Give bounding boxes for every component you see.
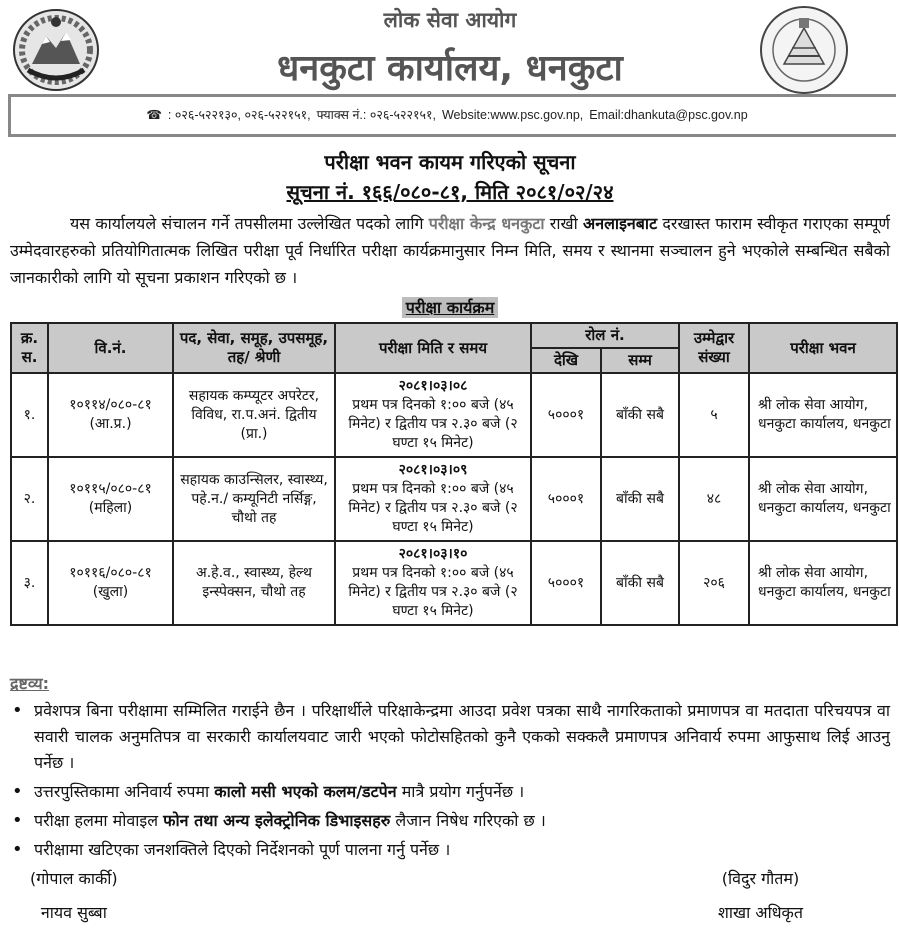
letterhead bbox=[0, 0, 900, 140]
signatory-name: (गोपाल कार्की) bbox=[30, 869, 118, 888]
signature-right bbox=[718, 862, 803, 930]
phone-icon: ☎ bbox=[146, 108, 162, 122]
email: Email:dhankuta@psc.gov.np bbox=[589, 108, 748, 122]
cell-roll-from: ५०००१ bbox=[531, 373, 601, 457]
notice-number: सूचना नं. १६६/०८०-८१, मिति २०८१/०२/२४ bbox=[286, 180, 614, 204]
cell-candidates: २०६ bbox=[679, 541, 749, 625]
cell-sn: १. bbox=[11, 373, 48, 457]
col-sn: क्र. स. bbox=[11, 323, 48, 373]
cell-exam-datetime: २०८१।०३।०९ प्रथम पत्र दिनको १:०० बजे (४५ मिनेट) र द्वितीय पत्र २.३० बजे (२ घण्टा १५ मिनेट) bbox=[335, 457, 531, 541]
cell-roll-to: बाँकी सबै bbox=[601, 457, 679, 541]
header-rule-top bbox=[8, 94, 896, 97]
cell-post: अ.हे.व., स्वास्थ्य, हेल्थ इन्स्पेक्सन, चौथो तह bbox=[173, 541, 335, 625]
signatory-name: (विदुर गौतम) bbox=[721, 869, 800, 888]
notice-paragraph: यस कार्यालयले संचालन गर्ने तपसीलमा उल्लेखित पदको लागि परीक्षा केन्द्र धनकुटा राखी अनलाइनबाट दरखास्त फाराम स्वीकृत गराएका सम्पूर्ण उम्मेदवारहरुको प्रतियोगितात्मक लिखित परीक्षा पूर्व निर्धारित परीक्षा कार्यक्रमानुसार निम्न मिति, समय र स्थानमा सञ्चालन हुने भएकोले सम्बन्धित सबैको जानकारीको लागि यो सूचना प्रकाशन गरिएको छ । bbox=[10, 214, 890, 287]
col-adv-no: वि.नं. bbox=[48, 323, 173, 373]
cell-sn: २. bbox=[11, 457, 48, 541]
cell-roll-from: ५०००१ bbox=[531, 541, 601, 625]
cell-exam-center: श्री लोक सेवा आयोग, धनकुटा कार्यालय, धनकुटा bbox=[749, 373, 897, 457]
cell-adv-no: १०११५/०८०-८१ (महिला) bbox=[48, 457, 173, 541]
col-candidates: उम्मेद्वार संख्या bbox=[679, 323, 749, 373]
col-roll-from: देखि bbox=[531, 348, 601, 373]
online-highlight: अनलाइनबाट bbox=[582, 214, 658, 233]
cell-roll-to: बाँकी सबै bbox=[601, 373, 679, 457]
signature-left bbox=[30, 862, 118, 930]
notice-title: परीक्षा भवन कायम गरिएको सूचना bbox=[324, 150, 576, 174]
cell-post: सहायक कम्प्यूटर अपरेटर, विविध, रा.प.अनं. द्वितीय (प्रा.) bbox=[173, 373, 335, 457]
cell-exam-center: श्री लोक सेवा आयोग, धनकुटा कार्यालय, धनकुटा bbox=[749, 541, 897, 625]
cell-post: सहायक काउन्सिलर, स्वास्थ्य, पहे.न./ कम्यूनिटी नर्सिङ्ग, चौथो तह bbox=[173, 457, 335, 541]
col-post: पद, सेवा, समूह, उपसमूह, तह/ श्रेणी bbox=[173, 323, 335, 373]
office-name: धनकुटा कार्यालय, धनकुटा bbox=[277, 48, 623, 89]
table-row bbox=[11, 373, 897, 457]
fax-number: फ्याक्स नं.: ०२६-५२२१५१, bbox=[316, 108, 436, 122]
list-item: • उत्तरपुस्तिकामा अनिवार्य रुपमा कालो मसी भएको कलम/डटपेन मात्रै प्रयोग गर्नुपर्नेछ । bbox=[8, 779, 890, 805]
list-item: • परीक्षा हलमा मोवाइल फोन तथा अन्य इलेक्ट्रोनिक डिभाइसहरु लैजान निषेध गरिएको छ । bbox=[8, 808, 890, 834]
phone-numbers: : ०२६-५२२१३०, ०२६-५२२१५१, bbox=[167, 108, 311, 122]
notes-heading: द्रष्टव्य: bbox=[10, 674, 49, 693]
cell-exam-datetime: २०८१।०३।०८ प्रथम पत्र दिनको १:०० बजे (४५ मिनेट) र द्वितीय पत्र २.३० बजे (२ घण्टा १५ मिनेट) bbox=[335, 373, 531, 457]
col-roll-no: रोल नं. bbox=[531, 323, 679, 348]
contact-line bbox=[0, 106, 900, 123]
col-exam-center: परीक्षा भवन bbox=[749, 323, 897, 373]
cell-candidates: ४८ bbox=[679, 457, 749, 541]
website: Website:www.psc.gov.np, bbox=[441, 108, 584, 122]
cell-adv-no: १०११६/०८०-८१ (खुला) bbox=[48, 541, 173, 625]
schedule-heading-wrap bbox=[0, 296, 900, 318]
table-row bbox=[11, 457, 897, 541]
col-exam-datetime: परीक्षा मिति र समय bbox=[335, 323, 531, 373]
signatory-title: शाखा अधिकृत bbox=[718, 903, 803, 922]
exam-schedule-table bbox=[10, 322, 898, 626]
psc-seal-icon bbox=[758, 4, 850, 96]
schedule-heading: परीक्षा कार्यक्रम bbox=[402, 297, 499, 318]
cell-exam-center: श्री लोक सेवा आयोग, धनकुटा कार्यालय, धनकुटा bbox=[749, 457, 897, 541]
cell-sn: ३. bbox=[11, 541, 48, 625]
signatory-title: नायव सुब्बा bbox=[40, 903, 107, 922]
cell-adv-no: १०११४/०८०-८१ (आ.प्र.) bbox=[48, 373, 173, 457]
org-name: लोक सेवा आयोग bbox=[383, 8, 517, 32]
cell-roll-to: बाँकी सबै bbox=[601, 541, 679, 625]
table-row bbox=[11, 541, 897, 625]
list-item: • प्रवेशपत्र बिना परीक्षामा सम्मिलित गराईने छैन । परिक्षार्थीले परिक्षाकेन्द्रमा आउदा प्रवेश पत्रका साथै नागरिकताको प्रमाणपत्र वा मतदाता परिचयपत्र वा सवारी चालक अनुमतिपत्र वा सरकारी कार्यालयवाट जारी भएको फोटोसहितको कुनै एकको सक्कलै प्रमाणपत्र अनिवार्य रुपमा आफुसाथ लिई आउनु पर्नेछ । bbox=[8, 698, 890, 776]
notes-list bbox=[8, 698, 890, 866]
list-item: • परीक्षामा खटिएका जनशक्तिले दिएको निर्देशनको पूर्ण पालना गर्नु पर्नेछ । bbox=[8, 837, 890, 863]
cell-exam-datetime: २०८१।०३।१० प्रथम पत्र दिनको १:०० बजे (४५ मिनेट) र द्वितीय पत्र २.३० बजे (२ घण्टा १५ मिनेट) bbox=[335, 541, 531, 625]
header-rule-bottom bbox=[8, 134, 896, 137]
cell-roll-from: ५०००१ bbox=[531, 457, 601, 541]
col-roll-to: सम्म bbox=[601, 348, 679, 373]
exam-center-highlight: परीक्षा केन्द्र धनकुटा bbox=[428, 214, 545, 233]
cell-candidates: ५ bbox=[679, 373, 749, 457]
